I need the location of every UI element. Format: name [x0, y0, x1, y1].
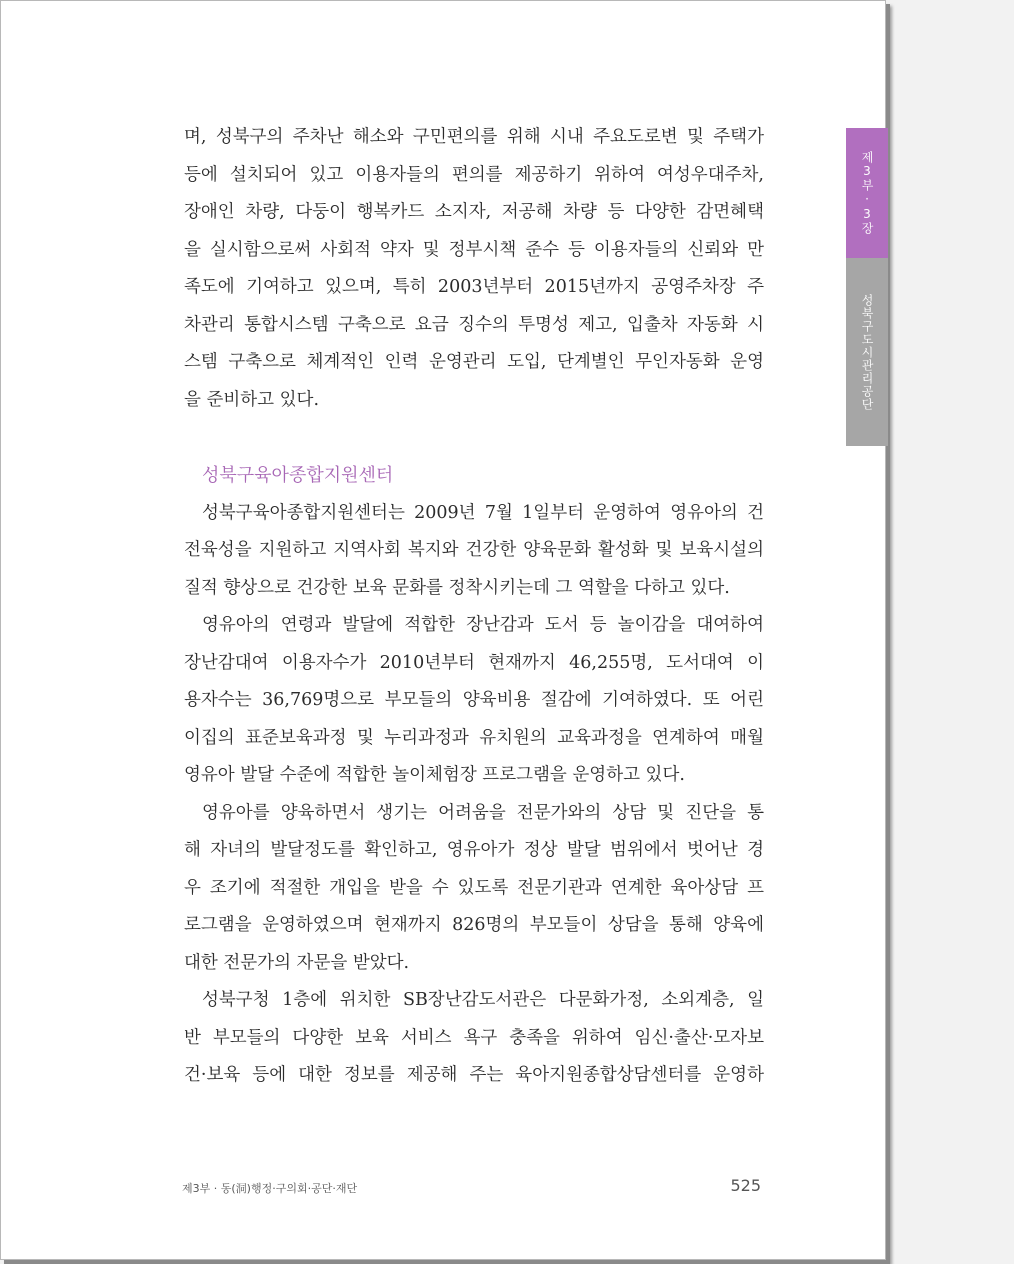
text-line: 등에 설치되어 있고 이용자들의 편의를 제공하기 위하여 여성우대주차,: [184, 164, 764, 185]
chapter-tab-label: 제3부·3장: [860, 151, 874, 235]
text-line: 영유아의 연령과 발달에 적합한 장난감과 도서 등 놀이감을 대여하여: [202, 615, 764, 635]
text-line: 반 부모들의 다양한 보육 서비스 욕구 충족을 위하여 임신·출산·모자보: [184, 1027, 764, 1048]
text-line: 성북구청 1층에 위치한 SB장난감도서관은 다문화가정, 소외계층, 일: [202, 990, 764, 1010]
chapter-tab[interactable]: [846, 128, 888, 258]
text-line: 대한 전문가의 자문을 받았다.: [184, 952, 410, 973]
section-heading: 성북구육아종합지원센터: [202, 465, 394, 486]
text-line: 을 실시함으로써 사회적 약자 및 정부시책 준수 등 이용자들의 신뢰와 만: [184, 239, 764, 260]
text-line: 며, 성북구의 주차난 해소와 구민편의를 위해 시내 주요도로변 및 주택가: [184, 127, 764, 147]
text-line: 해 자녀의 발달정도를 확인하고, 영유아가 정상 발달 범위에서 벗어난 경: [184, 840, 764, 860]
top-paragraph: [184, 119, 764, 419]
text-line: 로그램을 운영하였으며 현재까지 826명의 부모들이 상담을 통해 양육에: [184, 915, 764, 935]
organization-tab[interactable]: [846, 258, 888, 446]
text-line: 전육성을 지원하고 지역사회 복지와 건강한 양육문화 활성화 및 보육시설의: [184, 540, 764, 560]
text-line: 질적 향상으로 건강한 보육 문화를 정착시키는데 그 역할을 다하고 있다.: [184, 577, 730, 598]
text-line: 용자수는 36,769명으로 부모들의 양육비용 절감에 기여하였다. 또 어린: [184, 690, 764, 710]
organization-tab-label: 성북구도시관리공단: [860, 293, 874, 411]
section-childcare-center: [184, 457, 764, 1095]
text-line: 족도에 기여하고 있으며, 특히 2003년부터 2015년까지 공영주차장 주: [184, 277, 764, 297]
text-line: 영유아 발달 수준에 적합한 놀이체험장 프로그램을 운영하고 있다.: [184, 765, 685, 785]
text-line: 우 조기에 적절한 개입을 받을 수 있도록 전문기관과 연계한 육아상담 프: [184, 877, 764, 898]
page-number: 525: [730, 1176, 761, 1195]
text-line: 을 준비하고 있다.: [184, 389, 320, 410]
text-line: 장난감대여 이용자수가 2010년부터 현재까지 46,255명, 도서대여 이: [184, 652, 764, 673]
text-line: 성북구육아종합지원센터는 2009년 7월 1일부터 운영하여 영유아의 건: [202, 502, 764, 523]
footer-section-title: 제3부 · 동(洞)행정·구의회·공단·재단: [182, 1182, 358, 1195]
text-line: 스템 구축으로 체계적인 인력 운영관리 도입, 단계별인 무인자동화 운영: [184, 352, 764, 372]
text-line: 장애인 차량, 다둥이 행복카드 소지자, 저공해 차량 등 다양한 감면혜택: [184, 202, 764, 222]
text-line: 이집의 표준보육과정 및 누리과정과 유치원의 교육과정을 연계하여 매월: [184, 727, 764, 748]
text-line: 건·보육 등에 대한 정보를 제공해 주는 육아지원종합상담센터를 운영하: [184, 1065, 764, 1085]
text-line: 영유아를 양육하면서 생기는 어려움을 전문가와의 상담 및 진단을 통: [202, 802, 764, 823]
text-line: 차관리 통합시스템 구축으로 요금 징수의 투명성 제고, 입출차 자동화 시: [184, 314, 764, 335]
